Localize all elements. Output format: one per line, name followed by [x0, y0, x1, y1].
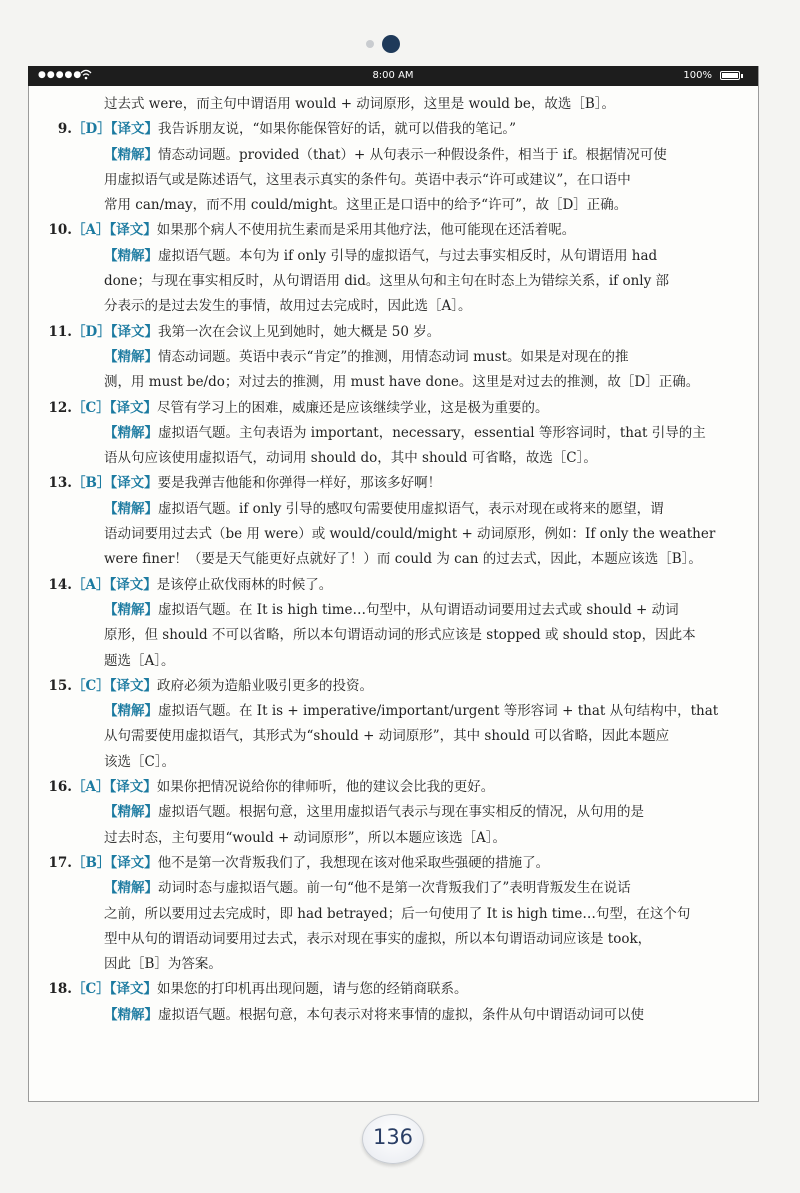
translation-tag: 【译文】: [109, 981, 157, 998]
status-time: 8:00 AM: [372, 70, 414, 81]
explanation-tag: 【精解】: [104, 424, 158, 441]
question-number: 13.: [48, 475, 72, 492]
answer-letter: ［C］: [72, 399, 110, 416]
answer-letter: ［B］: [72, 854, 111, 871]
answer-letter: ［D］: [72, 121, 111, 138]
question-number: 16.: [48, 779, 72, 796]
translation-text: 如果那个病人不使用抗生素而是采用其他疗法，他可能现在还活着呢。: [156, 222, 576, 239]
page-number-badge: [362, 1114, 424, 1164]
translation-tag: 【译文】: [110, 854, 158, 871]
translation-text: 我第一次在会议上见到她时，她大概是 50 岁。: [157, 323, 441, 340]
explanation-tag: 【精解】: [104, 804, 158, 821]
explanation-line: [40, 345, 752, 370]
translation-tag: 【译文】: [110, 323, 158, 340]
question-heading: [40, 851, 752, 876]
camera-dot-small: [366, 40, 374, 48]
explanation-tag: 【精解】: [104, 348, 158, 365]
explanation-tag: 【精解】: [104, 1006, 158, 1023]
explanation-text: 虚拟语气题。在 It is high time…句型中，从句谓语动词要用过去式或 should + 动词: [158, 601, 679, 618]
explanation-line: [40, 598, 752, 623]
question-heading: [40, 471, 752, 496]
explanation-line: [40, 876, 752, 901]
explanation-tag: 【精解】: [104, 880, 158, 897]
question-heading: [40, 674, 752, 699]
explanation-text: 虚拟语气题。根据句意，本句表示对将来事情的虚拟，条件从句中谓语动词可以使: [158, 1006, 644, 1023]
translation-text: 尽管有学习上的困难，威廉还是应该继续学业，这是极为重要的。: [157, 399, 549, 416]
question-heading: [40, 218, 752, 243]
explanation-text: 虚拟语气题。根据句意，这里用虚拟语气表示与现在事实相反的情况，从句用的是: [158, 804, 644, 821]
continuation-line: 原形，但 should 不可以省略，所以本句谓语动词的形式应该是 stopped 或 should stop，因此本: [104, 627, 696, 644]
answer-letter: ［C］: [72, 677, 110, 694]
explanation-line: [40, 497, 752, 522]
question-number: 18.: [48, 981, 72, 998]
question-number: 15.: [48, 677, 72, 694]
explanation-tag: 【精解】: [104, 247, 158, 264]
answer-letter: ［A］: [72, 779, 110, 796]
explanation-text: 动词时态与虚拟语气题。前一句“他不是第一次背叛我们了”表明背叛发生在说话: [158, 880, 631, 897]
translation-tag: 【译文】: [109, 222, 157, 239]
battery-icon: [720, 71, 740, 80]
answer-letter: ［B］: [72, 475, 111, 492]
explanation-text: 虚拟语气题。主句表语为 important，necessary，essential 等形容词时，that 引导的主: [158, 424, 706, 441]
continuation-line: 过去式 were，而主句中谓语用 would + 动词原形，这里是 would be，故选［B］。: [104, 96, 616, 112]
explanation-text: 虚拟语气题。在 It is + imperative/important/urgent 等形容词 + that 从句结构中，that: [158, 703, 719, 720]
translation-tag: 【译文】: [109, 399, 157, 416]
translation-text: 我告诉朋友说，“如果你能保管好的话，就可以借我的笔记。”: [157, 121, 517, 138]
continuation-line: 之前，所以要用过去完成时，即 had betrayed；后一句使用了 It is high time…句型，在这个句: [104, 905, 691, 922]
explanation-line: [40, 421, 752, 446]
continuation-line: 从句需要使用虚拟语气，其形式为“should + 动词原形”，其中 should 可以省略，因此本题应: [104, 728, 670, 745]
explanation-line: [40, 800, 752, 825]
explanation-line: [40, 143, 752, 168]
explanation-text: 虚拟语气题。本句为 if only 引导的虚拟语气，与过去事实相反时，从句谓语用 had: [158, 247, 658, 264]
explanation-tag: 【精解】: [104, 601, 158, 618]
explanation-line: [40, 244, 752, 269]
question-heading: [40, 573, 752, 598]
page-number: 136: [372, 1125, 414, 1149]
translation-text: 他不是第一次背叛我们了，我想现在该对他采取些强硬的措施了。: [157, 854, 550, 871]
continuation-line: 题选［A］。: [104, 652, 175, 669]
question-heading: [40, 320, 752, 345]
continuation-line: 语动词要用过去式（be 用 were）或 would/could/might + 动词原形，例如：If only the weather: [104, 526, 716, 543]
question-heading: [40, 396, 752, 421]
continuation-line: 测，用 must be/do；对过去的推测，用 must have done。这里是对过去的推测，故［D］正确。: [104, 374, 700, 391]
explanation-text: 虚拟语气题。if only 引导的感叹句需要使用虚拟语气，表示对现在或将来的愿望，谓: [158, 500, 664, 517]
translation-text: 是该停止砍伐雨林的时候了。: [156, 576, 333, 593]
translation-text: 如果你把情况说给你的律师听，他的建议会比我的更好。: [156, 779, 495, 796]
question-number: 17.: [48, 854, 72, 871]
question-heading: [40, 775, 752, 800]
answer-explanations: [40, 92, 752, 1028]
question-number: 14.: [48, 576, 72, 593]
question-number: 9.: [57, 121, 72, 138]
explanation-text: 情态动词题。provided（that）+ 从句表示一种假设条件，相当于 if。根据情况可使: [158, 146, 667, 163]
battery-tip: [741, 74, 743, 78]
continuation-line: 该选［C］。: [104, 753, 176, 770]
question-heading: [40, 117, 752, 142]
continuation-line: done；与现在事实相反时，从句谓语用 did。这里从句和主句在时态上为错综关系，if only 部: [104, 273, 670, 290]
explanation-line: [40, 699, 752, 724]
battery-percent: 100%: [683, 70, 712, 81]
continuation-line: 过去时态，主句要用“would + 动词原形”，所以本题应该选［A］。: [104, 829, 507, 846]
answer-letter: ［C］: [72, 981, 110, 998]
continuation-line: were finer！（要是天气能更好点就好了！）而 could 为 can 的过去式，因此，本题应该选［B］。: [104, 551, 702, 568]
question-number: 11.: [48, 323, 72, 340]
answer-letter: ［A］: [72, 576, 110, 593]
status-bar: [28, 66, 758, 86]
continuation-line: 型中从句的谓语动词要用过去式，表示对现在事实的虚拟，所以本句谓语动词应该是 took，: [104, 930, 652, 947]
translation-text: 如果您的打印机再出现问题，请与您的经销商联系。: [157, 981, 468, 998]
continuation-line: 常用 can/may，而不用 could/might。这里正是口语中的给予“许可”，故［D］正确。: [104, 197, 628, 214]
question-heading: [40, 977, 752, 1002]
translation-tag: 【译文】: [109, 779, 157, 796]
continuation-line: 用虚拟语气或是陈述语气，这里表示真实的条件句。英语中表示“许可或建议”，在口语中: [104, 171, 631, 188]
answer-letter: ［D］: [72, 323, 111, 340]
continuation-line: 因此［B］为答案。: [104, 956, 222, 973]
answer-letter: ［A］: [72, 222, 110, 239]
translation-text: 政府必须为造船业吸引更多的投资。: [157, 677, 373, 694]
explanation-tag: 【精解】: [104, 703, 158, 720]
question-number: 10.: [48, 222, 72, 239]
continuation-line: 语从句应该使用虚拟语气，动词用 should do，其中 should 可省略，故选［C］。: [104, 450, 597, 467]
camera-icon: [382, 35, 400, 53]
translation-tag: 【译文】: [109, 576, 157, 593]
explanation-tag: 【精解】: [104, 146, 158, 163]
signal-strength-icon: ●●●●●: [38, 70, 83, 80]
continuation-line: 分表示的是过去发生的事情，故用过去完成时，因此选［A］。: [104, 298, 472, 315]
explanation-tag: 【精解】: [104, 500, 158, 517]
translation-tag: 【译文】: [110, 475, 158, 492]
translation-tag: 【译文】: [109, 677, 157, 694]
translation-text: 要是我弹吉他能和你弹得一样好，那该多好啊！: [157, 475, 442, 492]
question-number: 12.: [48, 399, 72, 416]
translation-tag: 【译文】: [110, 121, 158, 138]
explanation-text: 情态动词题。英语中表示“肯定”的推测，用情态动词 must。如果是对现在的推: [158, 348, 629, 365]
explanation-line: [40, 1003, 752, 1028]
